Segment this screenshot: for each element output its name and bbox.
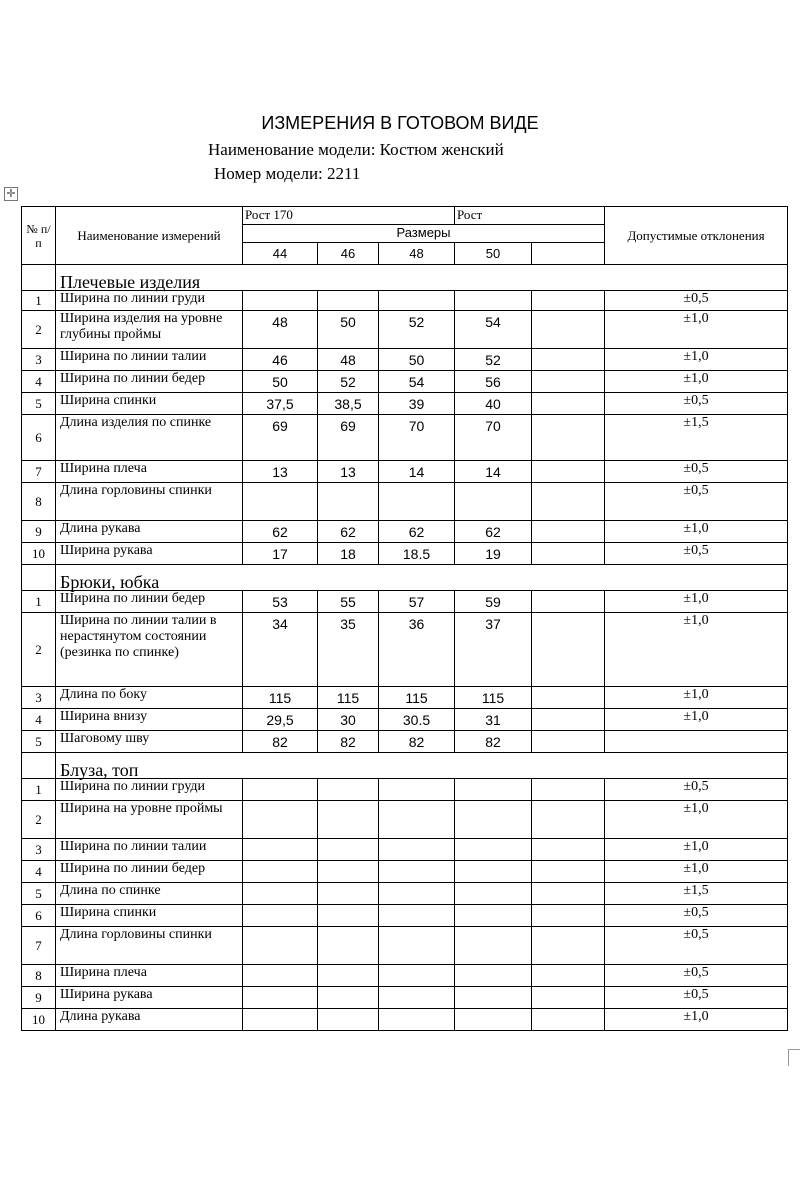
size-value	[318, 927, 379, 965]
size-value	[455, 779, 532, 801]
size-value: 50	[379, 349, 455, 371]
size-value: 19	[455, 543, 532, 565]
tolerance-value: ±1,0	[605, 687, 788, 709]
size-value: 82	[379, 731, 455, 753]
row-number: 4	[22, 709, 56, 731]
size-value: 14	[455, 461, 532, 483]
measurement-name: Ширина по линии бедер	[56, 861, 243, 883]
size-value	[243, 1009, 318, 1031]
measurement-name: Длина по спинке	[56, 883, 243, 905]
row-number: 8	[22, 483, 56, 521]
size-value	[243, 905, 318, 927]
size-value	[532, 965, 605, 987]
row-number: 5	[22, 883, 56, 905]
size-value: 115	[243, 687, 318, 709]
size-value	[243, 861, 318, 883]
tolerance-value: ±0,5	[605, 965, 788, 987]
size-value: 69	[318, 415, 379, 461]
size-value	[243, 779, 318, 801]
size-value	[455, 927, 532, 965]
size-value: 13	[318, 461, 379, 483]
size-value: 59	[455, 591, 532, 613]
section-title: Брюки, юбка	[56, 565, 788, 591]
size-value: 14	[379, 461, 455, 483]
section-num-cell	[22, 565, 56, 591]
size-value	[455, 905, 532, 927]
size-value	[532, 371, 605, 393]
measurement-name: Ширина по линии талии в нерастянутом состоянии (резинка по спинке)	[56, 613, 243, 687]
measurements-table	[21, 206, 788, 1031]
size-value	[379, 965, 455, 987]
size-value: 62	[243, 521, 318, 543]
table-row	[22, 311, 788, 349]
tolerance-value: ±1,0	[605, 311, 788, 349]
measurement-name: Ширина плеча	[56, 461, 243, 483]
row-number: 7	[22, 461, 56, 483]
measurement-name: Длина рукава	[56, 1009, 243, 1031]
row-number: 4	[22, 371, 56, 393]
row-number: 9	[22, 521, 56, 543]
row-number: 3	[22, 839, 56, 861]
header-sizes: Размеры	[243, 225, 605, 243]
size-value	[532, 591, 605, 613]
size-value	[243, 965, 318, 987]
size-value	[318, 839, 379, 861]
measurement-name: Ширина по линии талии	[56, 839, 243, 861]
size-value	[243, 927, 318, 965]
tolerance-value: ±1,0	[605, 613, 788, 687]
size-value: 34	[243, 613, 318, 687]
size-value: 82	[318, 731, 379, 753]
header-size-2: 48	[379, 243, 455, 265]
tolerance-value: ±0,5	[605, 393, 788, 415]
table-row	[22, 779, 788, 801]
tolerance-value: ±1,0	[605, 591, 788, 613]
measurement-name: Длина горловины спинки	[56, 483, 243, 521]
model-number: Номер модели: 2211	[214, 164, 361, 183]
tolerance-value: ±0,5	[605, 987, 788, 1009]
row-number: 2	[22, 311, 56, 349]
row-number: 9	[22, 987, 56, 1009]
table-row	[22, 731, 788, 753]
size-value	[318, 905, 379, 927]
table-row	[22, 839, 788, 861]
size-value: 82	[455, 731, 532, 753]
table-row	[22, 461, 788, 483]
tolerance-value: ±0,5	[605, 905, 788, 927]
measurement-name: Ширина по линии бедер	[56, 591, 243, 613]
tolerance-value: ±0,5	[605, 779, 788, 801]
size-value	[532, 839, 605, 861]
measurement-name: Ширина плеча	[56, 965, 243, 987]
size-value: 48	[243, 311, 318, 349]
tolerance-value: ±0,5	[605, 543, 788, 565]
tolerance-value	[605, 731, 788, 753]
size-value: 115	[455, 687, 532, 709]
size-value	[379, 861, 455, 883]
size-value	[532, 883, 605, 905]
size-value	[532, 415, 605, 461]
row-number: 1	[22, 291, 56, 311]
size-value	[455, 861, 532, 883]
tolerance-value: ±1,5	[605, 415, 788, 461]
size-value: 40	[455, 393, 532, 415]
size-value	[532, 861, 605, 883]
tolerance-value: ±1,0	[605, 709, 788, 731]
size-value: 56	[455, 371, 532, 393]
size-value	[532, 461, 605, 483]
table-row	[22, 927, 788, 965]
size-value	[532, 613, 605, 687]
row-number: 10	[22, 1009, 56, 1031]
size-value: 37	[455, 613, 532, 687]
size-value	[455, 839, 532, 861]
size-value	[455, 291, 532, 311]
measurement-name: Ширина по линии груди	[56, 779, 243, 801]
measurement-name: Ширина рукава	[56, 987, 243, 1009]
row-number: 7	[22, 927, 56, 965]
size-value	[318, 779, 379, 801]
measurement-name: Ширина на уровне проймы	[56, 801, 243, 839]
table-row	[22, 521, 788, 543]
size-value	[455, 801, 532, 839]
table-row	[22, 543, 788, 565]
row-number: 1	[22, 591, 56, 613]
size-value	[379, 987, 455, 1009]
tolerance-value: ±1,0	[605, 861, 788, 883]
table-row	[22, 687, 788, 709]
size-value	[455, 1009, 532, 1031]
size-value: 31	[455, 709, 532, 731]
size-value	[532, 927, 605, 965]
table-row	[22, 905, 788, 927]
size-value	[532, 801, 605, 839]
size-value	[318, 861, 379, 883]
table-row	[22, 987, 788, 1009]
section-row	[22, 565, 788, 591]
size-value: 50	[318, 311, 379, 349]
section-num-cell	[22, 265, 56, 291]
tolerance-value: ±1,0	[605, 371, 788, 393]
measurement-name: Длина изделия по спинке	[56, 415, 243, 461]
table-row	[22, 801, 788, 839]
size-value	[318, 291, 379, 311]
size-value	[379, 1009, 455, 1031]
measurement-name: Ширина изделия на уровне глубины проймы	[56, 311, 243, 349]
measurement-name: Длина по боку	[56, 687, 243, 709]
table-row	[22, 483, 788, 521]
table-row	[22, 709, 788, 731]
size-value	[532, 543, 605, 565]
size-value: 30.5	[379, 709, 455, 731]
size-value	[243, 291, 318, 311]
size-value	[318, 883, 379, 905]
table-row	[22, 1009, 788, 1031]
measurement-name: Шаговому шву	[56, 731, 243, 753]
size-value	[532, 521, 605, 543]
measurement-name: Ширина внизу	[56, 709, 243, 731]
row-number: 6	[22, 415, 56, 461]
size-value	[243, 987, 318, 1009]
size-value	[318, 965, 379, 987]
size-value	[243, 839, 318, 861]
size-value: 82	[243, 731, 318, 753]
size-value: 13	[243, 461, 318, 483]
size-value	[379, 839, 455, 861]
row-number: 4	[22, 861, 56, 883]
size-value: 52	[379, 311, 455, 349]
size-value: 57	[379, 591, 455, 613]
header-size-3: 50	[455, 243, 532, 265]
size-value: 48	[318, 349, 379, 371]
table-row	[22, 965, 788, 987]
header-size-0: 44	[243, 243, 318, 265]
size-value	[318, 483, 379, 521]
size-value	[318, 987, 379, 1009]
size-value	[532, 987, 605, 1009]
size-value: 36	[379, 613, 455, 687]
size-value: 29,5	[243, 709, 318, 731]
size-value	[532, 731, 605, 753]
size-value	[532, 709, 605, 731]
header-rost-1: Рост 170	[243, 207, 455, 225]
row-number: 1	[22, 779, 56, 801]
size-value: 54	[379, 371, 455, 393]
table-row	[22, 861, 788, 883]
size-value: 52	[455, 349, 532, 371]
size-value: 18.5	[379, 543, 455, 565]
table-row	[22, 613, 788, 687]
section-row	[22, 753, 788, 779]
table-row	[22, 883, 788, 905]
size-value: 54	[455, 311, 532, 349]
size-value	[379, 905, 455, 927]
table-move-handle-icon[interactable]: ✛	[4, 187, 18, 201]
size-value	[532, 1009, 605, 1031]
header-num: № п/ п	[22, 207, 56, 265]
section-row	[22, 265, 788, 291]
page-corner-mark	[788, 1049, 800, 1066]
size-value	[532, 779, 605, 801]
size-value: 18	[318, 543, 379, 565]
header-rost-2: Рост	[455, 207, 605, 225]
size-value	[455, 483, 532, 521]
size-value	[455, 987, 532, 1009]
row-number: 3	[22, 687, 56, 709]
size-value: 62	[318, 521, 379, 543]
table-row	[22, 371, 788, 393]
table-row	[22, 349, 788, 371]
measurement-name: Ширина по линии талии	[56, 349, 243, 371]
size-value	[379, 483, 455, 521]
size-value	[532, 687, 605, 709]
size-value	[532, 483, 605, 521]
table-row	[22, 591, 788, 613]
tolerance-value: ±1,0	[605, 521, 788, 543]
size-value	[532, 393, 605, 415]
measurement-name: Ширина по линии бедер	[56, 371, 243, 393]
size-value: 37,5	[243, 393, 318, 415]
row-number: 5	[22, 393, 56, 415]
row-number: 3	[22, 349, 56, 371]
size-value	[532, 349, 605, 371]
measurement-name: Ширина спинки	[56, 393, 243, 415]
tolerance-value: ±0,5	[605, 483, 788, 521]
size-value: 52	[318, 371, 379, 393]
size-value	[243, 483, 318, 521]
tolerance-value: ±0,5	[605, 927, 788, 965]
measurement-name: Ширина рукава	[56, 543, 243, 565]
size-value: 115	[379, 687, 455, 709]
section-num-cell	[22, 753, 56, 779]
tolerance-value: ±1,0	[605, 801, 788, 839]
model-name: Наименование модели: Костюм женский	[208, 140, 504, 159]
tolerance-value: ±0,5	[605, 291, 788, 311]
header-size-1: 46	[318, 243, 379, 265]
size-value: 35	[318, 613, 379, 687]
size-value: 50	[243, 371, 318, 393]
size-value	[379, 801, 455, 839]
size-value	[455, 883, 532, 905]
size-value: 115	[318, 687, 379, 709]
size-value: 46	[243, 349, 318, 371]
measurement-name: Длина горловины спинки	[56, 927, 243, 965]
row-number: 5	[22, 731, 56, 753]
size-value	[532, 311, 605, 349]
row-number: 2	[22, 801, 56, 839]
tolerance-value: ±1,0	[605, 1009, 788, 1031]
tolerance-value: ±1,5	[605, 883, 788, 905]
document-title: ИЗМЕРЕНИЯ В ГОТОВОМ ВИДЕ	[261, 113, 539, 133]
tolerance-value: ±1,0	[605, 839, 788, 861]
size-value: 53	[243, 591, 318, 613]
size-value	[379, 291, 455, 311]
measurement-name: Ширина по линии груди	[56, 291, 243, 311]
size-value: 55	[318, 591, 379, 613]
measurement-name: Ширина спинки	[56, 905, 243, 927]
size-value: 70	[379, 415, 455, 461]
size-value	[318, 801, 379, 839]
row-number: 6	[22, 905, 56, 927]
size-value: 62	[379, 521, 455, 543]
header-tolerance: Допустимые отклонения	[605, 207, 788, 265]
size-value	[243, 883, 318, 905]
table-row	[22, 415, 788, 461]
size-value: 62	[455, 521, 532, 543]
size-value	[532, 905, 605, 927]
size-value: 69	[243, 415, 318, 461]
table-row	[22, 393, 788, 415]
size-value	[379, 927, 455, 965]
tolerance-value: ±0,5	[605, 461, 788, 483]
size-value	[455, 965, 532, 987]
size-value: 30	[318, 709, 379, 731]
section-title: Плечевые изделия	[56, 265, 788, 291]
size-value	[379, 779, 455, 801]
header-size-4	[532, 243, 605, 265]
tolerance-value: ±1,0	[605, 349, 788, 371]
size-value: 70	[455, 415, 532, 461]
row-number: 8	[22, 965, 56, 987]
size-value: 17	[243, 543, 318, 565]
size-value: 39	[379, 393, 455, 415]
size-value: 38,5	[318, 393, 379, 415]
size-value	[318, 1009, 379, 1031]
table-row	[22, 291, 788, 311]
size-value	[532, 291, 605, 311]
row-number: 10	[22, 543, 56, 565]
measurement-name: Длина рукава	[56, 521, 243, 543]
size-value	[379, 883, 455, 905]
size-value	[243, 801, 318, 839]
row-number: 2	[22, 613, 56, 687]
header-name: Наименование измерений	[56, 207, 243, 265]
section-title: Блуза, топ	[56, 753, 788, 779]
